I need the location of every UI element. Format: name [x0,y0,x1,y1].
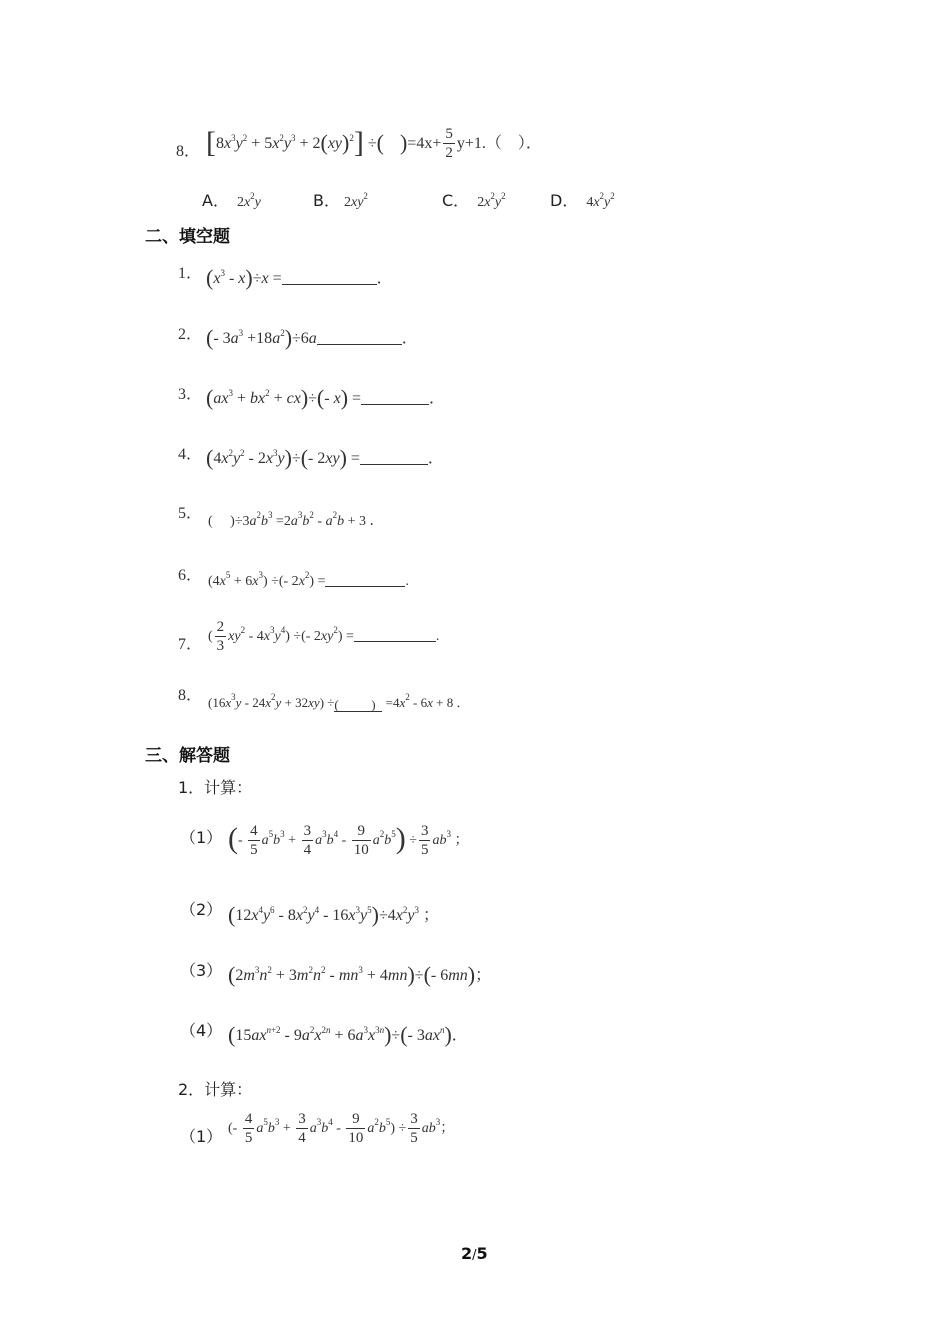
q8-frac-num: 5 [445,126,453,143]
page-total: 5 [476,1244,488,1263]
fill-2-number: 2． [178,326,203,343]
page-number [461,1244,488,1263]
fill-1-number: 1． [178,265,203,282]
q8-expression: $[8x^3y^2 + 5x^2y^3 + 2(xy)^2]$ ÷( )=4x+ $\frac{5}{2}$ y+1.（ ）． [206,126,542,162]
solve-2-label: 2．计算： [178,1080,253,1099]
solve-1-2-number: （2） [180,900,223,919]
fill-6-blank[interactable] [325,572,405,587]
fill-7-blank[interactable] [354,627,436,642]
solve-1-3-number: （3） [180,961,223,980]
page-current: 2 [461,1244,473,1263]
solve-2-1-number: （1） [180,1127,223,1146]
fill-3-expression: $(ax^3 + bx^2 + cx)\div(-$ x) = ． [206,385,446,410]
fill-2-expression: (- $3a^3 +18a^2)\div 6a$ ． [206,325,418,350]
fill-6-expression: $(4x^5 + 6x^3)$ ÷(- $2x^2$) = . [208,570,409,589]
fill-3-number: 3． [178,386,203,403]
solve-2-1-expression: (- $\frac{4}{5}$ $a^5b^3$ + $\frac{3}{4}$ $a^3b^4$ - $\frac{9}{10}$ $a^2b^5$) ÷ $\frac{3}{5}$ $ab^3$； [228,1111,455,1146]
fill-8-expression: $(16x^3y - 24x^2y + 32xy)$ ÷( ) $=4x^2 - 6x + 8$ ． [208,692,470,712]
solve-1-3-expression: $(2m^3n^2 + 3m^2n^2 - mn^3 + 4mn)\div(-$ 6mn)； [228,962,492,987]
fill-1-blank[interactable] [282,270,377,285]
q8-number: 8． [176,143,201,160]
fill-4-blank[interactable] [360,450,428,465]
q8-rhs: =4x+ [407,135,442,152]
fill-8-blank[interactable]: ( ) [334,697,382,712]
q8-option-b[interactable]: B． $2xy^2$ [313,191,368,210]
q8-option-a[interactable]: A． $2x^2y$ [202,191,261,210]
fill-4-number: 4． [178,446,203,463]
fill-7-number: 7． [178,636,203,653]
section-fill-in-title: 二、填空题 [145,227,230,247]
q8-frac-den: 2 [445,145,453,162]
section-solve-title: 三、解答题 [145,746,230,766]
solve-1-2-expression: $(12x^4y^6 - 8x^2y^4 - 16x^3y^5)\div 4x^2y^3$ ； [228,902,439,927]
solve-1-4-number: （4） [180,1021,223,1040]
solve-1-4-expression: $(15ax^{n+2} - 9a^2x^{2n} + 6a^3x^{3n})\div(-$ $3ax^n$)． [228,1022,468,1047]
fill-5-expression: ( )$\div 3a^2b^3 =2a^3b^2 - a^2b + 3$ ． [208,510,384,529]
fill-3-blank[interactable] [361,390,429,405]
fill-6-number: 6． [178,567,203,584]
solve-1-label: 1．计算： [178,778,253,797]
solve-1-1-expression: (- $\frac{4}{5}$ $a^5b^3$ + $\frac{3}{4}$ $a^3b^4$ - $\frac{9}{10}$ $a^2b^5$) ÷ $\frac{3}{5}$ $ab^3$ ； [228,822,469,858]
q8-tail: y+1.（ ）． [456,135,542,152]
q8-option-d[interactable]: D． $4x^2y^2$ [550,191,615,210]
fill-2-blank[interactable] [317,330,402,345]
fill-7-expression: ( $\frac{2}{3}$ $xy^2 - 4x^3y^4$) ÷(- $2xy^2$) = . [208,619,440,654]
fill-4-expression: $(4x^2y^2 - 2x^3y)\div(-$ 2xy) = ． [206,445,444,470]
page-separator: / [472,1248,477,1263]
solve-1-1-number: （1） [180,828,223,847]
fill-5-number: 5． [178,505,203,522]
q8-option-c[interactable]: C． $2x^2y^2$ [442,191,506,210]
fill-1-expression: $(x^3 - x)\div x$ = ． [206,265,393,290]
fill-8-number: 8． [178,687,203,704]
